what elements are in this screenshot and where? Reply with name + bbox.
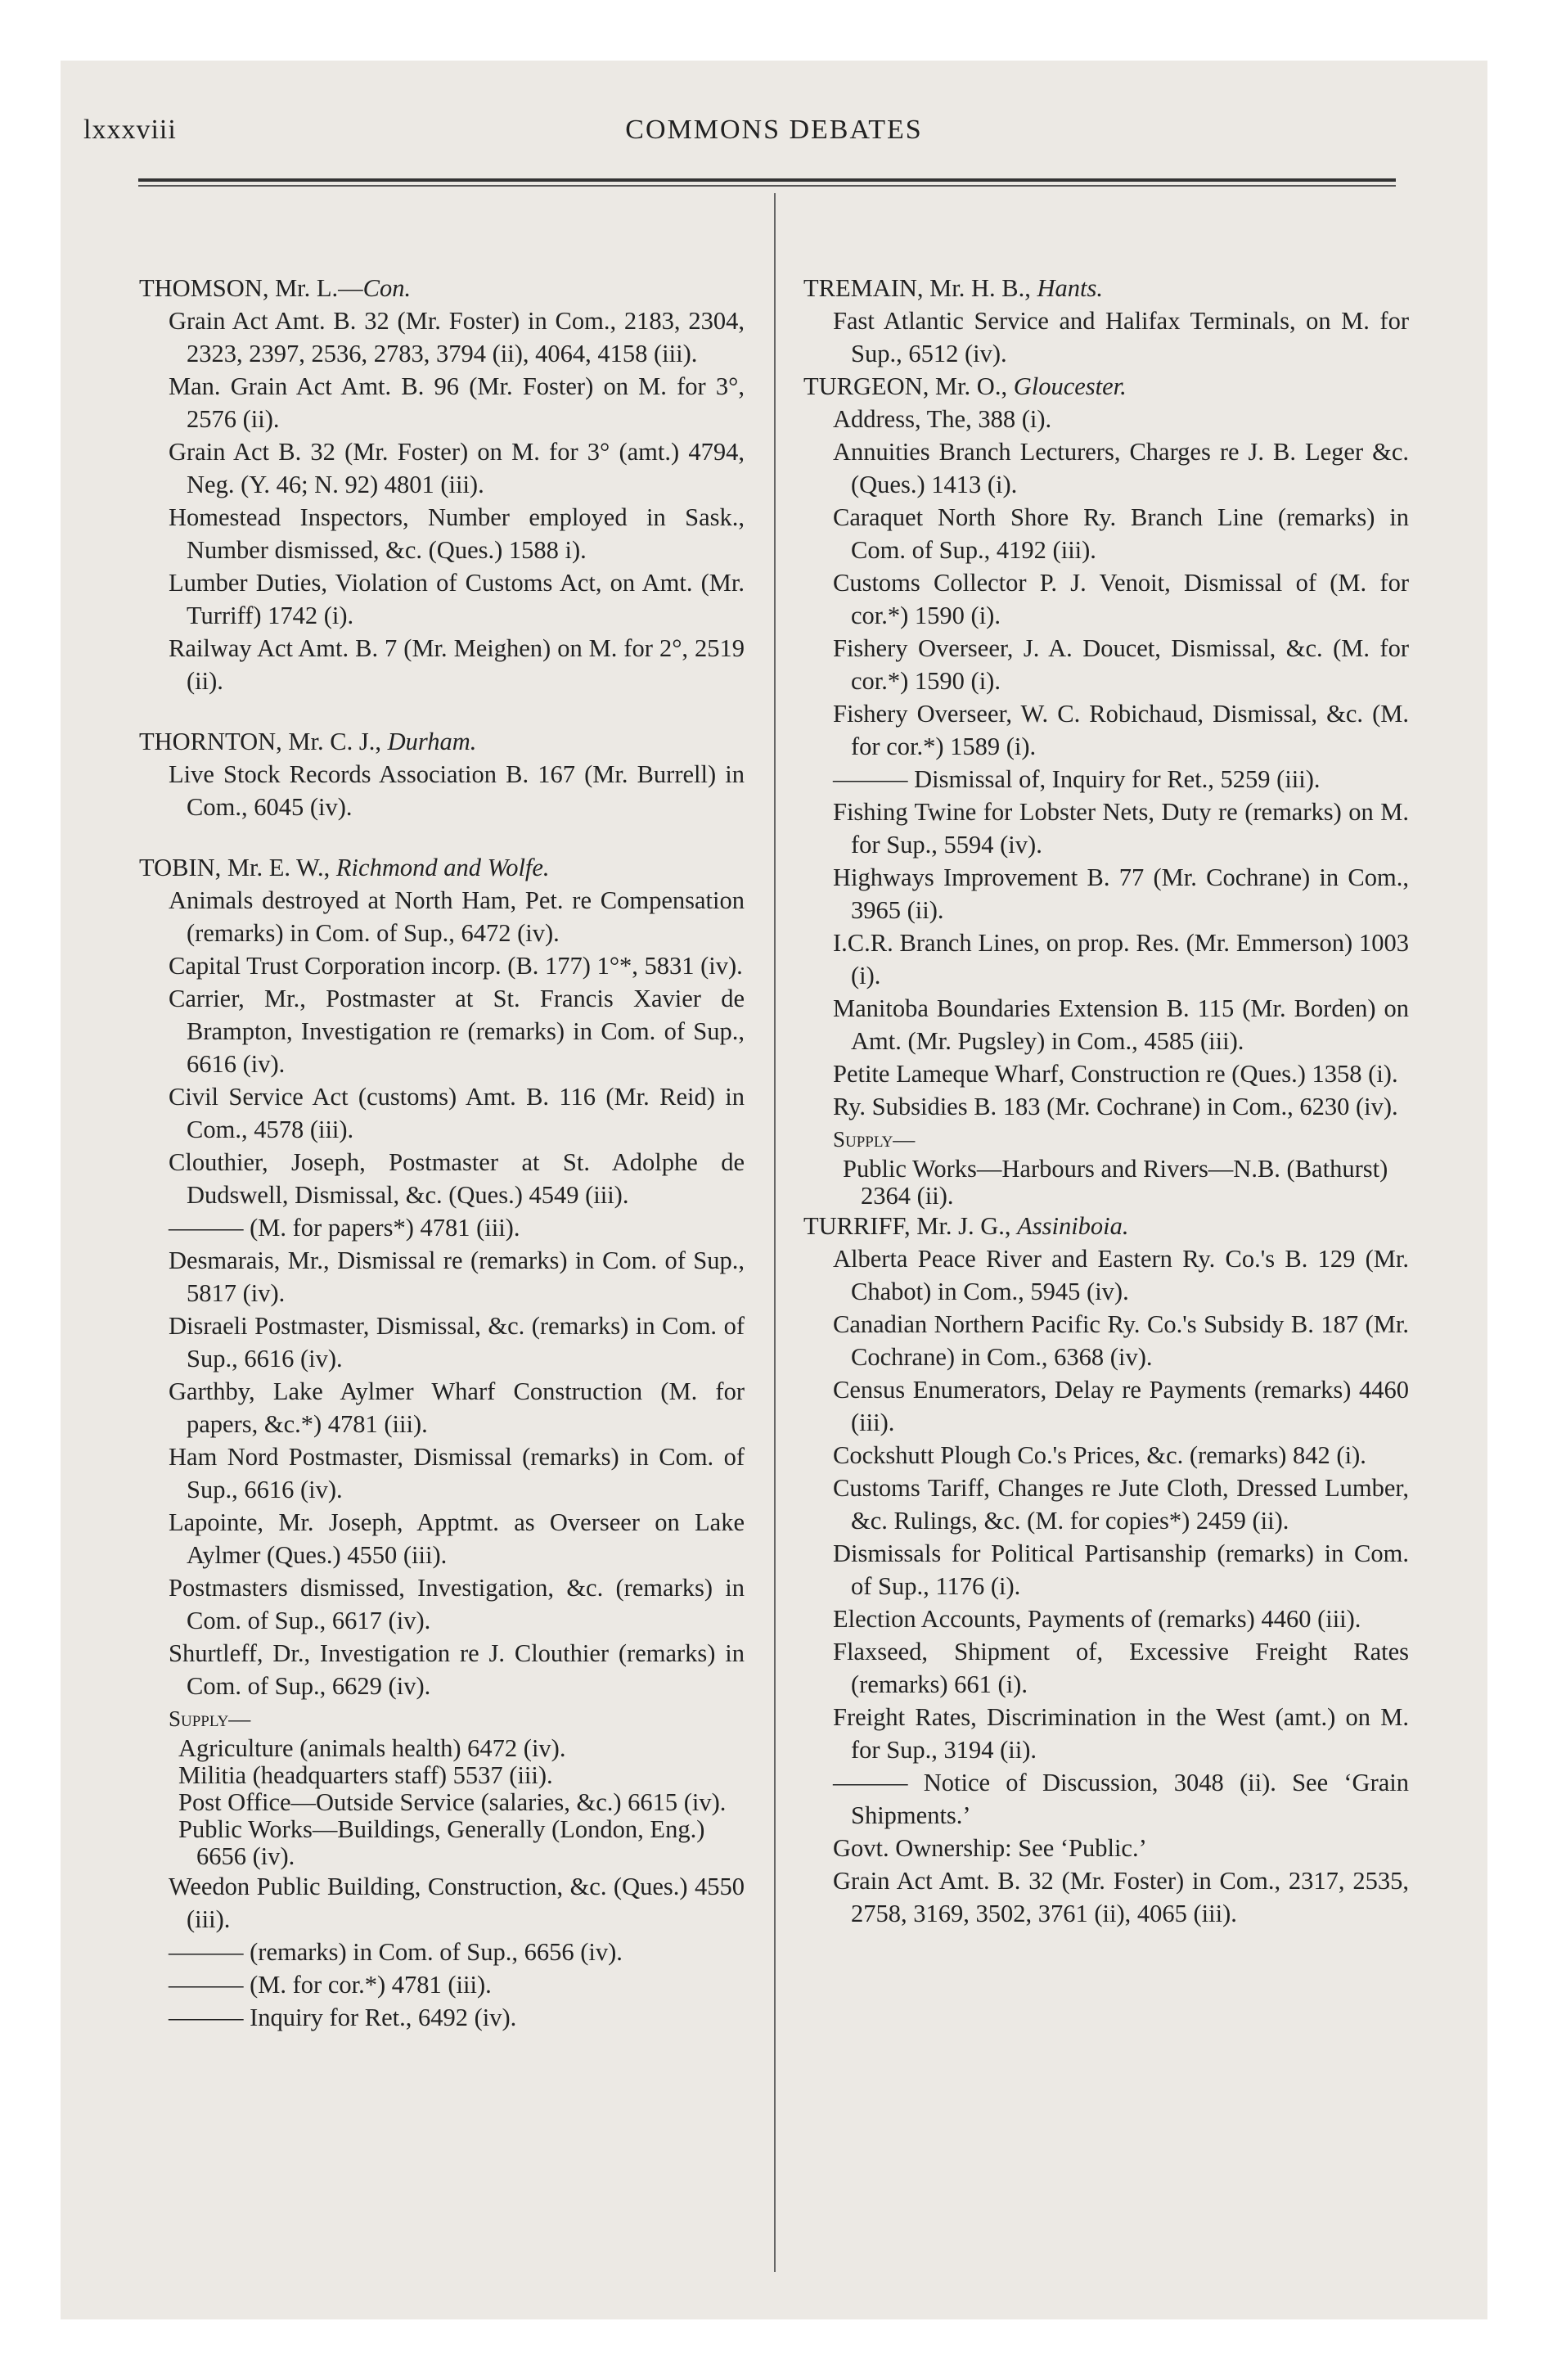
index-member-tremain (803, 272, 1409, 370)
index-member-tobin (139, 851, 745, 2034)
index-entry: Customs Tariff, Changes re Jute Cloth, Dressed Lumber, &c. Rulings, &c. (M. for copies*) 2459 (ii). (833, 1474, 1409, 1535)
index-member-turgeon (803, 370, 1409, 1210)
index-entry: Weedon Public Building, Construction, &c. (Ques.) 4550 (iii). (169, 1873, 745, 1933)
index-entry: Flaxseed, Shipment of, Excessive Freight Rates (remarks) 661 (i). (833, 1638, 1409, 1698)
entry-list (139, 1870, 745, 2034)
supply-entry: Agriculture (animals health) 6472 (iv). (178, 1734, 566, 1762)
member-name (803, 1210, 1409, 1242)
index-entry: Cockshutt Plough Co.'s Prices, &c. (remarks) 842 (i). (833, 1441, 1366, 1469)
member-name-text: THOMSON, Mr. L.— (139, 274, 363, 302)
index-entry: Govt. Ownership: See ‘Public.’ (833, 1834, 1147, 1862)
index-entry: Animals destroyed at North Ham, Pet. re Compensation (remarks) in Com. of Sup., 6472 (iv). (169, 886, 745, 947)
index-entry: Clouthier, Joseph, Postmaster at St. Adolphe de Dudswell, Dismissal, &c. (Ques.) 4549 (iii). (169, 1148, 745, 1209)
index-entry: ——— (remarks) in Com. of Sup., 6656 (iv). (169, 1938, 623, 1966)
index-entry: Manitoba Boundaries Extension B. 115 (Mr. Borden) on Amt. (Mr. Pugsley) in Com., 4585 (iii). (833, 994, 1409, 1055)
entry-list (803, 403, 1409, 1123)
index-entry: Election Accounts, Payments of (remarks) 4460 (iii). (833, 1605, 1361, 1633)
member-constituency: Assiniboia. (1017, 1212, 1129, 1240)
index-entry: ——— (M. for papers*) 4781 (iii). (169, 1214, 520, 1242)
running-title: COMMONS DEBATES (625, 115, 923, 145)
supply-heading: Supply— (833, 1127, 916, 1152)
index-entry: Shurtleff, Dr., Investigation re J. Clouthier (remarks) in Com. of Sup., 6629 (iv). (169, 1639, 745, 1700)
index-entry: Address, The, 388 (i). (833, 405, 1052, 433)
member-name-text: TOBIN, Mr. E. W., (139, 854, 336, 881)
index-entry: ——— Inquiry for Ret., 6492 (iv). (169, 2004, 517, 2031)
member-name (803, 272, 1409, 304)
index-entry: Civil Service Act (customs) Amt. B. 116 (Mr. Reid) in Com., 4578 (iii). (169, 1083, 745, 1143)
index-entry: Homestead Inspectors, Number employed in Sask., Number dismissed, &c. (Ques.) 1588 i). (169, 503, 745, 564)
member-name (803, 370, 1409, 403)
index-entry: Fishery Overseer, W. C. Robichaud, Dismissal, &c. (M. for cor.*) 1589 (i). (833, 700, 1409, 760)
member-constituency: Richmond and Wolfe. (335, 854, 550, 881)
index-entry: I.C.R. Branch Lines, on prop. Res. (Mr. Emmerson) 1003 (i). (833, 929, 1409, 989)
index-entry: Ry. Subsidies B. 183 (Mr. Cochrane) in Com., 6230 (iv). (833, 1093, 1398, 1120)
index-entry: Live Stock Records Association B. 167 (Mr. Burrell) in Com., 6045 (iv). (169, 760, 745, 821)
supply-entry: Post Office—Outside Service (salaries, &c.) 6615 (iv). (178, 1788, 727, 1816)
member-constituency: Hants. (1037, 274, 1104, 302)
index-entry: Man. Grain Act Amt. B. 96 (Mr. Foster) on M. for 3°, 2576 (ii). (169, 372, 745, 433)
entry-list (803, 1242, 1409, 1930)
entry-list (803, 304, 1409, 370)
member-name (139, 725, 745, 758)
member-name-text: THORNTON, Mr. C. J., (139, 728, 388, 755)
left-column (139, 272, 745, 2034)
member-name-text: TURGEON, Mr. O., (803, 372, 1014, 400)
member-name-text: TURRIFF, Mr. J. G., (803, 1212, 1018, 1240)
index-entry: Alberta Peace River and Eastern Ry. Co.'s B. 129 (Mr. Chabot) in Com., 5945 (iv). (833, 1245, 1409, 1305)
supply-entry: Public Works—Buildings, Generally (London, Eng.) 6656 (iv). (178, 1815, 705, 1870)
supply-entry: Militia (headquarters staff) 5537 (iii). (178, 1761, 553, 1789)
index-entry: Postmasters dismissed, Investigation, &c. (remarks) in Com. of Sup., 6617 (iv). (169, 1574, 745, 1634)
running-header (61, 61, 1487, 183)
page (61, 61, 1487, 2319)
index-entry: ——— (M. for cor.*) 4781 (iii). (169, 1971, 492, 1999)
index-entry: Canadian Northern Pacific Ry. Co.'s Subsidy B. 187 (Mr. Cochrane) in Com., 6368 (iv). (833, 1310, 1409, 1371)
index-entry: Petite Lameque Wharf, Construction re (Ques.) 1358 (i). (833, 1060, 1398, 1088)
index-member-thornton (139, 725, 745, 823)
member-suffix: Con. (362, 274, 412, 302)
member-constituency: Gloucester. (1013, 372, 1127, 400)
index-entry: Railway Act Amt. B. 7 (Mr. Meighen) on M. for 2°, 2519 (ii). (169, 634, 745, 695)
index-entry: Garthby, Lake Aylmer Wharf Construction (M. for papers, &c.*) 4781 (iii). (169, 1377, 745, 1438)
index-entry: Grain Act Amt. B. 32 (Mr. Foster) in Com., 2317, 2535, 2758, 3169, 3502, 3761 (ii), 4065 (iii). (833, 1867, 1409, 1927)
supply-entry-list (803, 1156, 1409, 1210)
index-entry: Lapointe, Mr. Joseph, Apptmt. as Overseer on Lake Aylmer (Ques.) 4550 (iii). (169, 1508, 745, 1569)
member-name-text: TREMAIN, Mr. H. B., (803, 274, 1037, 302)
index-entry: Dismissals for Political Partisanship (remarks) in Com. of Sup., 1176 (i). (833, 1539, 1409, 1600)
supply-entry-list (139, 1735, 745, 1870)
index-entry: ——— Dismissal of, Inquiry for Ret., 5259 (iii). (833, 765, 1321, 793)
member-constituency: Durham. (387, 728, 477, 755)
page-number: lxxxviii (83, 115, 177, 145)
index-entry: Annuities Branch Lecturers, Charges re J. B. Leger &c. (Ques.) 1413 (i). (833, 438, 1409, 498)
index-entry: Lumber Duties, Violation of Customs Act, on Amt. (Mr. Turriff) 1742 (i). (169, 569, 745, 629)
right-column (803, 272, 1409, 1930)
column-divider (774, 193, 776, 2272)
index-entry: Desmarais, Mr., Dismissal re (remarks) in Com. of Sup., 5817 (iv). (169, 1246, 745, 1307)
entry-list (139, 304, 745, 697)
index-entry: Fishery Overseer, J. A. Doucet, Dismissal, &c. (M. for cor.*) 1590 (i). (833, 634, 1409, 695)
header-rule-thick (138, 178, 1396, 182)
supply-heading: Supply— (169, 1706, 251, 1731)
index-entry: Caraquet North Shore Ry. Branch Line (remarks) in Com. of Sup., 4192 (iii). (833, 503, 1409, 564)
header-rule-thin (138, 185, 1396, 187)
index-entry: Disraeli Postmaster, Dismissal, &c. (remarks) in Com. of Sup., 6616 (iv). (169, 1312, 745, 1373)
index-member-turriff (803, 1210, 1409, 1930)
index-entry: Grain Act Amt. B. 32 (Mr. Foster) in Com., 2183, 2304, 2323, 2397, 2536, 2783, 3794 (ii), 4064, 4158 (iii). (169, 307, 745, 367)
entry-list (139, 884, 745, 1702)
index-entry: Customs Collector P. J. Venoit, Dismissal of (M. for cor.*) 1590 (i). (833, 569, 1409, 629)
index-entry: Freight Rates, Discrimination in the West (amt.) on M. for Sup., 3194 (ii). (833, 1703, 1409, 1764)
index-entry: Grain Act B. 32 (Mr. Foster) on M. for 3° (amt.) 4794, Neg. (Y. 46; N. 92) 4801 (iii). (169, 438, 745, 498)
index-entry: Highways Improvement B. 77 (Mr. Cochrane) in Com., 3965 (ii). (833, 863, 1409, 924)
index-entry: Census Enumerators, Delay re Payments (remarks) 4460 (iii). (833, 1376, 1409, 1436)
index-entry: Ham Nord Postmaster, Dismissal (remarks) in Com. of Sup., 6616 (iv). (169, 1443, 745, 1503)
index-entry: Fishing Twine for Lobster Nets, Duty re (remarks) on M. for Sup., 5594 (iv). (833, 798, 1409, 859)
member-name (139, 272, 745, 304)
index-entry: Fast Atlantic Service and Halifax Terminals, on M. for Sup., 6512 (iv). (833, 307, 1409, 367)
supply-entry: Public Works—Harbours and Rivers—N.B. (Bathurst) 2364 (ii). (843, 1155, 1388, 1210)
entry-list (139, 758, 745, 823)
member-name (139, 851, 745, 884)
index-entry: Capital Trust Corporation incorp. (B. 177) 1°*, 5831 (iv). (169, 952, 743, 980)
index-entry: ——— Notice of Discussion, 3048 (ii). See ‘Grain Shipments.’ (833, 1769, 1409, 1829)
index-member-thomson (139, 272, 745, 697)
index-entry: Carrier, Mr., Postmaster at St. Francis Xavier de Brampton, Investigation re (remarks) in Com. of Sup., 6616 (iv). (169, 985, 745, 1078)
